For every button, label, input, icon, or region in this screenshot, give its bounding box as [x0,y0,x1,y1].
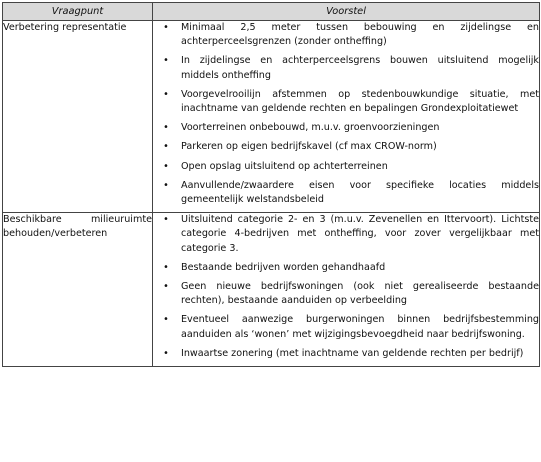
row-proposal [153,213,540,367]
document-page [2,2,539,367]
list-item [153,280,539,308]
list-item-text: Voorterreinen onbebouwd, m.u.v. groenvoorzieningen [181,122,440,134]
list-item-text: Eventueel aanwezige burgerwoningen binnen bedrijfsbestemming aanduiden als ‘wonen’ met wijzigingsbevoegdheid naar bedrijfswoning. [181,314,539,340]
list-item [153,261,539,275]
list-item [153,179,539,207]
row-question: Beschikbare milieuruimte behouden/verbeteren [3,213,153,367]
list-item [153,313,539,341]
table-row [3,213,540,367]
bullet-icon: • [163,55,169,67]
list-item [153,160,539,174]
list-item [153,88,539,116]
proposal-list [153,213,539,361]
bullet-icon: • [163,281,169,293]
proposal-table [2,2,540,367]
list-item-text: Minimaal 2,5 meter tussen bebouwing en zijdelingse en achterperceelsgrenzen (zonder ontheffing) [181,22,539,48]
list-item-text: Inwaartse zonering (met inachtname van geldende rechten per bedrijf) [181,347,524,359]
row-question: Verbetering representatie [3,21,153,213]
list-item-text: Open opslag uitsluitend op achterterreinen [181,160,388,172]
bullet-icon: • [163,141,169,153]
row-proposal [153,21,540,213]
list-item-text: Parkeren op eigen bedrijfskavel (cf max CROW-norm) [181,141,437,153]
bullet-icon: • [163,261,169,273]
list-item-text: Geen nieuwe bedrijfswoningen (ook niet gerealiseerde bestaande rechten), bestaande aanduiden op verbeelding [181,281,539,307]
bullet-icon: • [163,347,169,359]
list-item [153,54,539,82]
bullet-icon: • [163,179,169,191]
header-vraagpunt: Vraagpunt [3,3,153,21]
bullet-icon: • [163,22,169,33]
list-item [153,121,539,135]
list-item-text: In zijdelingse en achterperceelsgrens bouwen uitsluitend mogelijk middels ontheffing [181,55,539,81]
bullet-icon: • [163,88,169,100]
bullet-icon: • [163,214,169,226]
table-header-row [3,3,540,21]
list-item [153,213,539,256]
header-voorstel: Voorstel [153,3,540,21]
proposal-list [153,21,539,207]
bullet-icon: • [163,314,169,326]
bullet-icon: • [163,160,169,172]
list-item-text: Voorgevelrooilijn afstemmen op stedenbouwkundige situatie, met inachtname van geldende rechten en bepalingen Grondexploitatiewet [181,88,539,115]
list-item-text: Aanvullende/zwaardere eisen voor specifieke locaties middels gemeentelijk welstandsbeleid [181,179,539,206]
list-item [153,140,539,154]
list-item [153,21,539,49]
table-row [3,21,540,213]
list-item [153,347,539,361]
bullet-icon: • [163,122,169,134]
list-item-text: Uitsluitend categorie 2- en 3 (m.u.v. Zevenellen en Ittervoort). Lichtste categorie 4-bedrijven met ontheffing, voor zover vergelijkbaar met categorie 3. [181,214,539,254]
list-item-text: Bestaande bedrijven worden gehandhaafd [181,261,386,273]
